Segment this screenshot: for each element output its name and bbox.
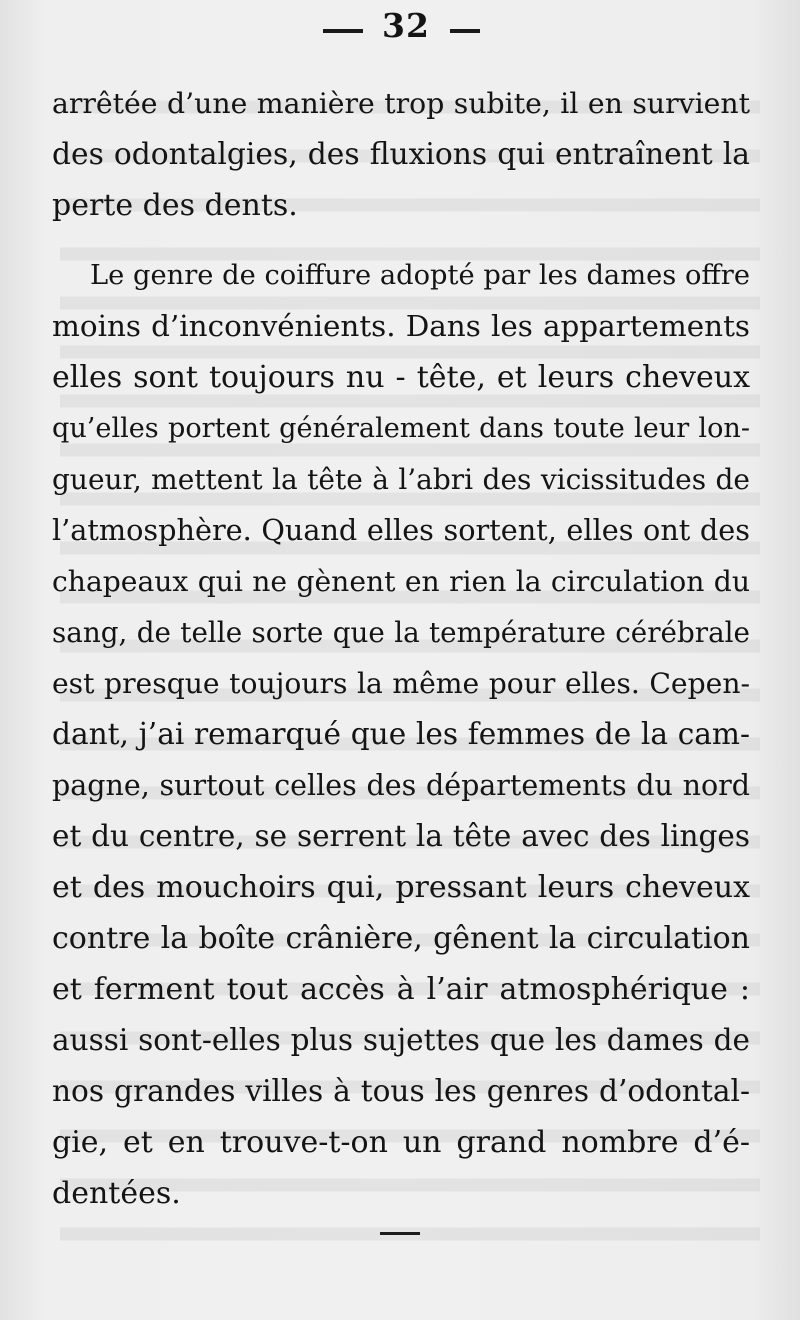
text-line: gueur, mettent la tête à l’abri des vicissitudes de (52, 463, 750, 496)
text-line: pagne, surtout celles des départements du nord (52, 769, 750, 802)
text-line: dentées. (52, 1176, 181, 1211)
header-rule-right (450, 29, 480, 33)
text-line: est presque toujours la même pour elles. Cepen- (52, 667, 750, 700)
text-line: elles sont toujours nu - tête, et leurs cheveux (52, 360, 750, 395)
text-line: gie, et en trouve-t-on un grand nombre d’é- (52, 1125, 750, 1160)
text-line: chapeaux qui ne gènent en rien la circulation du (52, 565, 750, 598)
text-line: perte des dents. (52, 188, 298, 223)
page-number: 32 (382, 6, 430, 45)
text-line: et ferment tout accès à l’air atmosphérique : (52, 972, 750, 1007)
paragraph-2 (52, 250, 750, 1219)
text-line: et des mouchoirs qui, pressant leurs cheveux (52, 870, 750, 905)
text-line: des odontalgies, des fluxions qui entraînent la (52, 137, 750, 172)
page-header (0, 6, 800, 46)
text-line: dant, j’ai remarqué que les femmes de la cam- (52, 717, 750, 751)
header-rule-left (323, 29, 363, 33)
text-line: qu’elles portent généralement dans toute leur lon- (52, 413, 750, 444)
text-line: moins d’inconvénients. Dans les appartements (52, 309, 750, 343)
text-line: nos grandes villes à tous les genres d’odontal- (52, 1074, 750, 1108)
text-line: aussi sont-elles plus sujettes que les dames de (52, 1023, 750, 1057)
text-line: et du centre, se serrent la tête avec des linges (52, 819, 750, 853)
text-line: l’atmosphère. Quand elles sortent, elles ont des (52, 513, 750, 547)
text-line: Le genre de coiffure adopté par les dames offre (90, 260, 750, 291)
paragraph-1 (52, 78, 750, 231)
text-line: sang, de telle sorte que la température cérébrale (52, 616, 750, 649)
text-line: contre la boîte crânière, gênent la circulation (52, 921, 750, 956)
body-text (52, 78, 750, 1219)
text-line: arrêtée d’une manière trop subite, il en survient (52, 87, 750, 120)
footer-rule (380, 1232, 420, 1235)
paragraph-gap (52, 231, 750, 250)
